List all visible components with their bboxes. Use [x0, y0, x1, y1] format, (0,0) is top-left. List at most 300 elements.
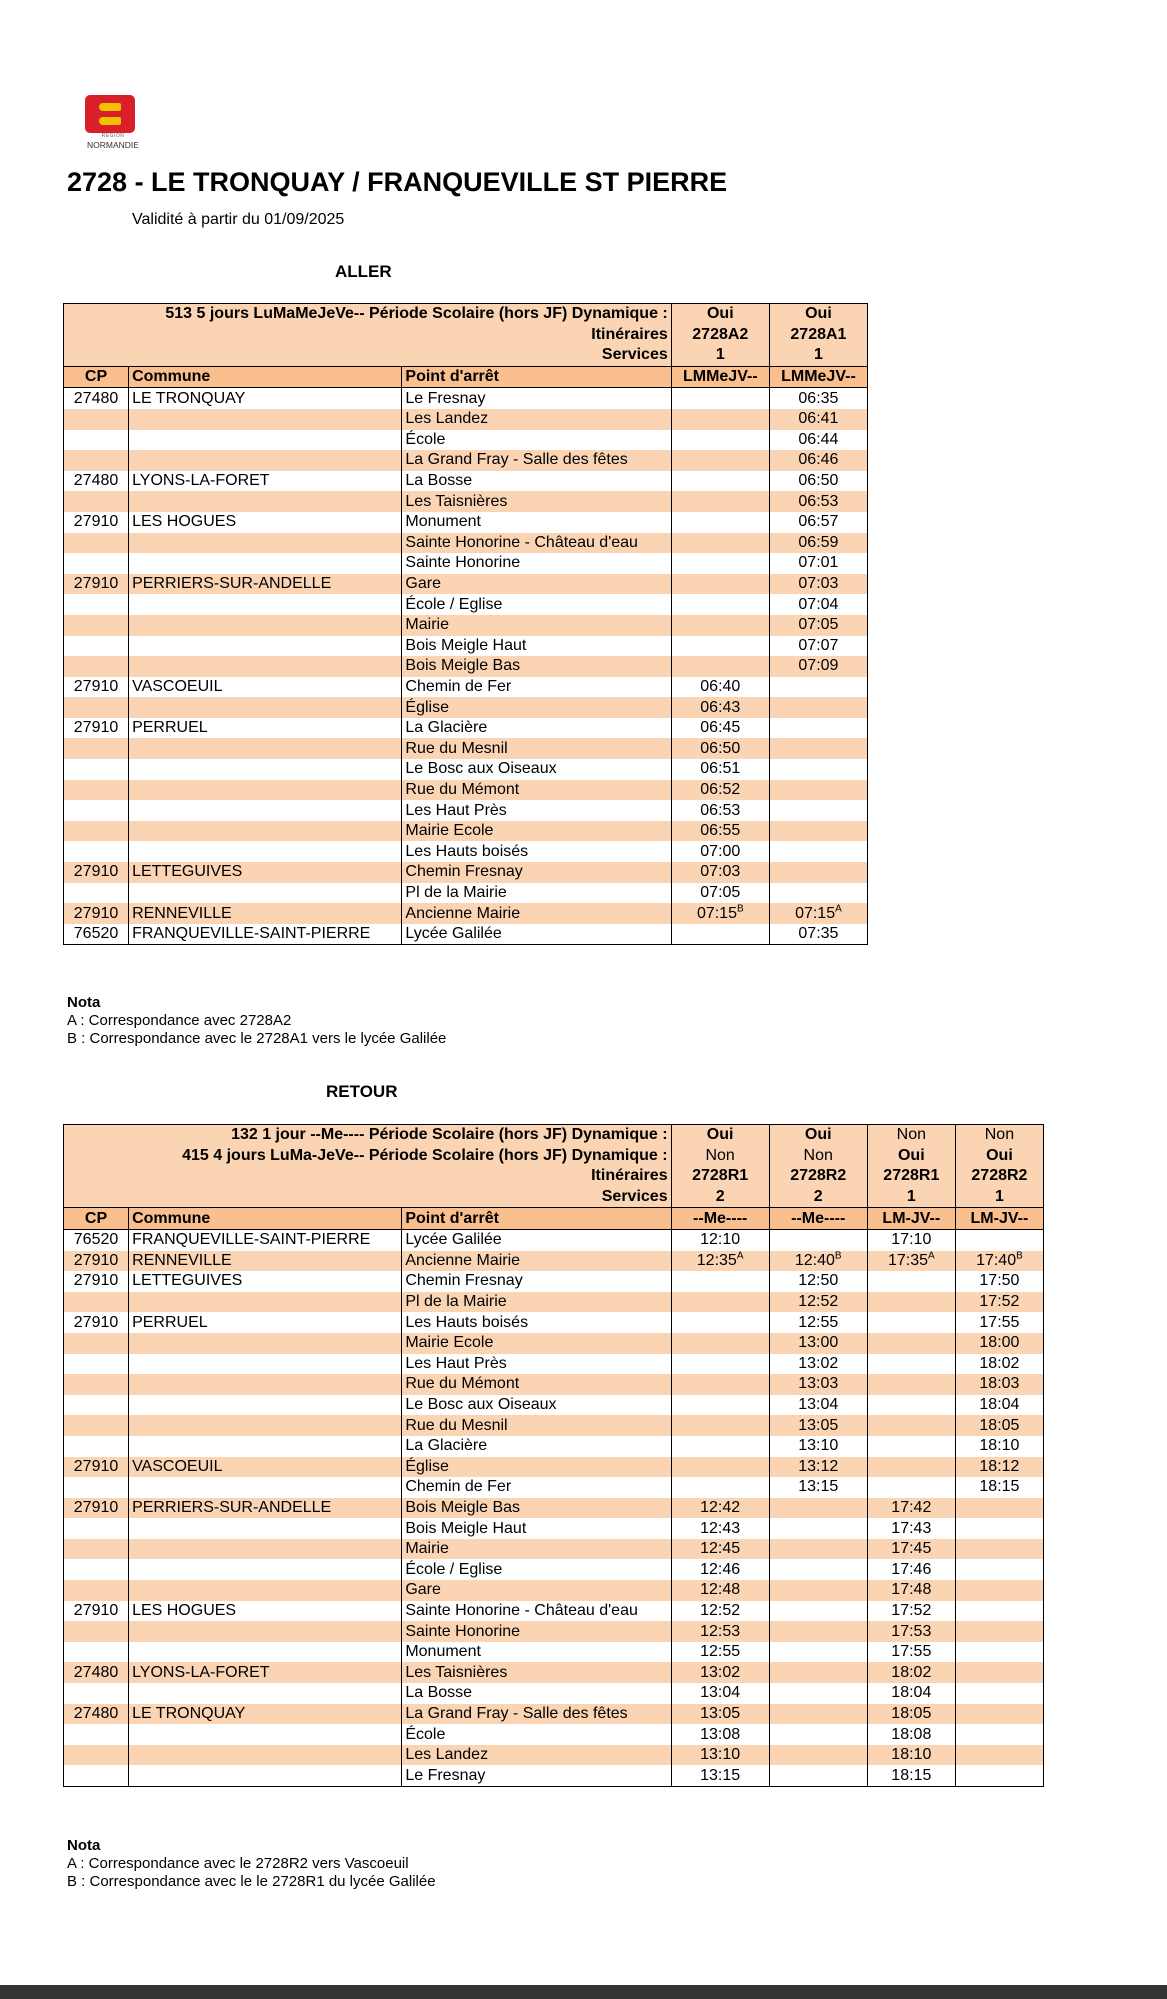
header-row	[64, 1146, 1044, 1167]
time-cell	[955, 1745, 1043, 1766]
stop-cell: Chemin Fresnay	[402, 862, 671, 883]
footnote-marker: B	[736, 903, 744, 915]
time-value: 12:55	[798, 1313, 839, 1331]
time-value: 17:46	[891, 1560, 932, 1578]
table-row	[64, 1415, 1044, 1436]
cp-cell	[64, 533, 129, 554]
time-cell	[769, 697, 867, 718]
time-cell	[867, 1271, 955, 1292]
time-cell	[955, 1601, 1043, 1622]
table-row	[64, 759, 868, 780]
time-value: 18:15	[891, 1766, 932, 1784]
time-cell	[769, 1498, 867, 1519]
time-cell	[671, 471, 769, 492]
cp-cell	[64, 1395, 129, 1416]
commune-cell	[129, 594, 402, 615]
time-cell	[769, 594, 867, 615]
time-cell	[955, 1683, 1043, 1704]
time-cell	[671, 677, 769, 698]
retour-heading: RETOUR	[326, 1082, 398, 1101]
table-row	[64, 1580, 1044, 1601]
stop-cell: Chemin de Fer	[402, 677, 671, 698]
cp-cell	[64, 1539, 129, 1560]
header-value: 1	[671, 345, 769, 366]
time-value: 12:45	[700, 1540, 741, 1558]
time-cell	[671, 1559, 769, 1580]
commune-cell	[129, 821, 402, 842]
time-value: 12:50	[798, 1272, 839, 1290]
time-cell	[671, 636, 769, 657]
table-row	[64, 1251, 1044, 1272]
time-value: 18:04	[979, 1396, 1020, 1414]
time-cell	[769, 1312, 867, 1333]
time-cell	[671, 388, 769, 409]
stop-cell: Bois Meigle Bas	[402, 1498, 671, 1519]
time-cell	[671, 1271, 769, 1292]
footnote-marker: B	[834, 1250, 842, 1262]
retour-nota-line: A : Correspondance avec le 2728R2 vers Vascoeuil	[67, 1855, 409, 1872]
commune-cell: LES HOGUES	[129, 512, 402, 533]
stop-cell: Sainte Honorine - Château d'eau	[402, 533, 671, 554]
time-value: 12:52	[700, 1601, 741, 1619]
retour-nota-line: B : Correspondance avec le le 2728R1 du lycée Galilée	[67, 1873, 436, 1890]
time-cell	[671, 1518, 769, 1539]
time-value: 13:05	[700, 1704, 741, 1722]
commune-cell: LE TRONQUAY	[129, 388, 402, 409]
time-value: 13:05	[798, 1416, 839, 1434]
time-value: 12:46	[700, 1560, 741, 1578]
column-header: LM-JV--	[867, 1208, 955, 1230]
time-cell	[867, 1662, 955, 1683]
column-header: LMMeJV--	[769, 366, 867, 388]
time-value: 12:52	[798, 1293, 839, 1311]
time-cell	[769, 491, 867, 512]
column-header: LMMeJV--	[671, 366, 769, 388]
table-row	[64, 512, 868, 533]
column-header: --Me----	[769, 1208, 867, 1230]
time-cell	[769, 656, 867, 677]
time-value: 12:48	[700, 1581, 741, 1599]
time-value: 06:50	[700, 739, 741, 757]
time-cell	[671, 450, 769, 471]
time-value: 07:05	[700, 883, 741, 901]
header-value: 1	[955, 1187, 1043, 1208]
table-row	[64, 594, 868, 615]
header-label: 132 1 jour --Me---- Période Scolaire (hors JF) Dynamique :	[64, 1125, 672, 1146]
time-cell	[955, 1312, 1043, 1333]
stop-cell: École	[402, 1724, 671, 1745]
table-row	[64, 1374, 1044, 1395]
cp-cell	[64, 615, 129, 636]
column-header: CP	[64, 1208, 129, 1230]
header-value: 2	[671, 1187, 769, 1208]
time-value: 12:53	[700, 1622, 741, 1640]
time-cell	[955, 1271, 1043, 1292]
commune-cell: PERRIERS-SUR-ANDELLE	[129, 574, 402, 595]
time-cell	[671, 1765, 769, 1786]
header-value: 2728A1	[769, 325, 867, 346]
time-value: 06:50	[798, 472, 839, 490]
table-row	[64, 1601, 1044, 1622]
header-label: 513 5 jours LuMaMeJeVe-- Période Scolaire (hors JF) Dynamique :	[64, 304, 672, 325]
time-cell	[769, 1292, 867, 1313]
time-value: 18:02	[979, 1354, 1020, 1372]
stop-cell: La Bosse	[402, 471, 671, 492]
time-value: 17:50	[979, 1272, 1020, 1290]
time-value: 18:10	[891, 1746, 932, 1764]
table-row	[64, 1457, 1044, 1478]
commune-cell	[129, 1477, 402, 1498]
stop-cell: Ancienne Mairie	[402, 903, 671, 924]
time-value: 12:10	[700, 1231, 741, 1249]
cp-cell	[64, 409, 129, 430]
time-value: 06:59	[798, 533, 839, 551]
commune-cell: LYONS-LA-FORET	[129, 471, 402, 492]
time-value: 07:09	[798, 657, 839, 675]
header-label: Services	[64, 345, 672, 366]
stop-cell: Pl de la Mairie	[402, 883, 671, 904]
commune-cell: LES HOGUES	[129, 1601, 402, 1622]
time-cell	[769, 1704, 867, 1725]
time-value: 13:15	[798, 1478, 839, 1496]
time-cell	[769, 1457, 867, 1478]
table-row	[64, 1745, 1044, 1766]
header-row	[64, 1125, 1044, 1146]
time-cell	[867, 1642, 955, 1663]
stop-cell: Bois Meigle Haut	[402, 636, 671, 657]
time-cell	[671, 1724, 769, 1745]
time-cell	[769, 512, 867, 533]
time-cell	[769, 615, 867, 636]
page-title: 2728 - LE TRONQUAY / FRANQUEVILLE ST PIERRE	[67, 167, 728, 197]
commune-cell	[129, 430, 402, 451]
time-value: 07:15	[795, 904, 836, 922]
time-cell	[671, 1251, 769, 1272]
time-cell	[671, 697, 769, 718]
footnote-marker: A	[835, 903, 842, 915]
commune-cell: LE TRONQUAY	[129, 1704, 402, 1725]
aller-nota	[67, 994, 446, 1048]
stop-cell: Les Haut Près	[402, 800, 671, 821]
time-cell	[769, 1724, 867, 1745]
time-cell	[769, 821, 867, 842]
time-value: 18:00	[979, 1334, 1020, 1352]
cp-cell	[64, 1765, 129, 1786]
time-value: 07:01	[798, 554, 839, 572]
column-header: Point d'arrêt	[402, 1208, 671, 1230]
commune-cell: FRANQUEVILLE-SAINT-PIERRE	[129, 924, 402, 945]
table-row	[64, 1477, 1044, 1498]
table-row	[64, 450, 868, 471]
time-value: 06:40	[700, 677, 741, 695]
cp-cell: 27910	[64, 1457, 129, 1478]
table-row	[64, 821, 868, 842]
time-cell	[955, 1704, 1043, 1725]
time-cell	[955, 1498, 1043, 1519]
time-cell	[671, 1662, 769, 1683]
commune-cell: RENNEVILLE	[129, 903, 402, 924]
cp-cell	[64, 1415, 129, 1436]
retour-nota	[67, 1837, 436, 1891]
time-value: 17:55	[979, 1313, 1020, 1331]
time-cell	[769, 1642, 867, 1663]
time-cell	[867, 1415, 955, 1436]
table-row	[64, 780, 868, 801]
cp-cell	[64, 821, 129, 842]
cp-cell	[64, 1333, 129, 1354]
time-value: 07:04	[798, 595, 839, 613]
column-header: Commune	[129, 366, 402, 388]
commune-cell	[129, 697, 402, 718]
time-value: 07:00	[700, 842, 741, 860]
time-cell	[867, 1436, 955, 1457]
column-header: Point d'arrêt	[402, 366, 671, 388]
time-value: 07:05	[798, 616, 839, 634]
stop-cell: Mairie Ecole	[402, 1333, 671, 1354]
commune-cell	[129, 409, 402, 430]
commune-cell	[129, 615, 402, 636]
cp-cell: 27910	[64, 1498, 129, 1519]
time-value: 06:44	[798, 430, 839, 448]
time-value: 13:08	[700, 1725, 741, 1743]
header-row	[64, 1187, 1044, 1208]
time-value: 13:02	[700, 1663, 741, 1681]
stop-cell: École / Eglise	[402, 1559, 671, 1580]
cp-cell	[64, 491, 129, 512]
stop-cell: Chemin de Fer	[402, 1477, 671, 1498]
time-cell	[671, 615, 769, 636]
table-row	[64, 636, 868, 657]
time-cell	[867, 1374, 955, 1395]
time-cell	[671, 1333, 769, 1354]
stop-cell: Rue du Mémont	[402, 780, 671, 801]
time-cell	[769, 1333, 867, 1354]
commune-cell: FRANQUEVILLE-SAINT-PIERRE	[129, 1229, 402, 1250]
time-cell	[867, 1745, 955, 1766]
time-cell	[867, 1229, 955, 1250]
time-cell	[769, 553, 867, 574]
time-value: 07:03	[798, 575, 839, 593]
header-value: Non	[955, 1125, 1043, 1146]
time-cell	[955, 1559, 1043, 1580]
time-cell	[769, 1436, 867, 1457]
time-cell	[955, 1415, 1043, 1436]
commune-cell	[129, 883, 402, 904]
table-row	[64, 1765, 1044, 1786]
header-value: Non	[769, 1146, 867, 1167]
time-cell	[867, 1292, 955, 1313]
cp-cell	[64, 1436, 129, 1457]
time-value: 18:02	[891, 1663, 932, 1681]
time-cell	[769, 471, 867, 492]
bottom-bar	[0, 1985, 1167, 1999]
time-cell	[769, 1415, 867, 1436]
logo-region-text: RÉGION	[101, 133, 125, 139]
time-cell	[955, 1457, 1043, 1478]
header-value: 2728A2	[671, 325, 769, 346]
commune-cell: LYONS-LA-FORET	[129, 1662, 402, 1683]
table-row	[64, 1518, 1044, 1539]
stop-cell: Le Bosc aux Oiseaux	[402, 1395, 671, 1416]
retour-nota-title: Nota	[67, 1837, 101, 1854]
time-value: 06:45	[700, 719, 741, 737]
time-cell	[671, 924, 769, 945]
table-row	[64, 924, 868, 945]
time-value: 12:35	[696, 1251, 737, 1269]
column-header-row	[64, 366, 868, 388]
cp-cell	[64, 738, 129, 759]
time-cell	[671, 1539, 769, 1560]
footnote-marker: A	[928, 1250, 935, 1262]
time-cell	[769, 388, 867, 409]
time-cell	[867, 1580, 955, 1601]
normandie-logo	[79, 95, 147, 153]
commune-cell: RENNEVILLE	[129, 1251, 402, 1272]
time-cell	[955, 1477, 1043, 1498]
time-value: 12:40	[794, 1251, 835, 1269]
commune-cell	[129, 450, 402, 471]
commune-cell	[129, 1559, 402, 1580]
header-value: 2728R2	[769, 1166, 867, 1187]
time-cell	[955, 1229, 1043, 1250]
stop-cell: La Bosse	[402, 1683, 671, 1704]
cp-cell	[64, 1477, 129, 1498]
stop-cell: Les Landez	[402, 1745, 671, 1766]
time-cell	[769, 533, 867, 554]
cp-cell	[64, 759, 129, 780]
cp-cell: 27910	[64, 677, 129, 698]
cp-cell	[64, 800, 129, 821]
stop-cell: Les Hauts boisés	[402, 841, 671, 862]
time-cell	[769, 1559, 867, 1580]
time-value: 17:55	[891, 1643, 932, 1661]
time-value: 18:05	[891, 1704, 932, 1722]
header-value: Oui	[671, 1125, 769, 1146]
cp-cell: 27910	[64, 1251, 129, 1272]
commune-cell	[129, 656, 402, 677]
time-value: 17:53	[891, 1622, 932, 1640]
commune-cell: VASCOEUIL	[129, 677, 402, 698]
time-cell	[769, 759, 867, 780]
commune-cell	[129, 759, 402, 780]
cp-cell	[64, 1374, 129, 1395]
table-row	[64, 862, 868, 883]
time-cell	[867, 1477, 955, 1498]
table-row	[64, 1229, 1044, 1250]
table-row	[64, 738, 868, 759]
time-cell	[867, 1724, 955, 1745]
stop-cell: Monument	[402, 512, 671, 533]
time-value: 06:53	[798, 492, 839, 510]
table-row	[64, 491, 868, 512]
time-cell	[671, 656, 769, 677]
time-cell	[867, 1704, 955, 1725]
cp-cell	[64, 656, 129, 677]
table-row	[64, 1271, 1044, 1292]
stop-cell: Église	[402, 1457, 671, 1478]
stop-cell: Les Taisnières	[402, 491, 671, 512]
time-value: 13:04	[798, 1396, 839, 1414]
commune-cell	[129, 1374, 402, 1395]
commune-cell: PERRIERS-SUR-ANDELLE	[129, 1498, 402, 1519]
aller-heading: ALLER	[335, 262, 392, 281]
time-cell	[671, 759, 769, 780]
commune-cell: LETTEGUIVES	[129, 862, 402, 883]
time-value: 06:57	[798, 513, 839, 531]
stop-cell: Le Bosc aux Oiseaux	[402, 759, 671, 780]
time-cell	[671, 1457, 769, 1478]
time-cell	[867, 1559, 955, 1580]
time-value: 18:08	[891, 1725, 932, 1743]
stop-cell: Monument	[402, 1642, 671, 1663]
time-cell	[671, 1312, 769, 1333]
commune-cell	[129, 1621, 402, 1642]
time-value: 17:42	[891, 1498, 932, 1516]
table-row	[64, 1642, 1044, 1663]
time-value: 07:07	[798, 636, 839, 654]
cp-cell	[64, 1642, 129, 1663]
time-value: 12:55	[700, 1643, 741, 1661]
time-cell	[671, 1477, 769, 1498]
header-row	[64, 1166, 1044, 1187]
cp-cell	[64, 636, 129, 657]
time-value: 13:03	[798, 1375, 839, 1393]
time-cell	[769, 1601, 867, 1622]
time-value: 07:15	[696, 904, 737, 922]
time-value: 17:40	[976, 1251, 1017, 1269]
time-cell	[671, 1415, 769, 1436]
table-row	[64, 1436, 1044, 1457]
time-cell	[867, 1498, 955, 1519]
stop-cell: Mairie	[402, 1539, 671, 1560]
time-value: 07:35	[798, 925, 839, 943]
cp-cell	[64, 1354, 129, 1375]
time-cell	[867, 1621, 955, 1642]
time-cell	[955, 1354, 1043, 1375]
table-row	[64, 615, 868, 636]
commune-cell	[129, 636, 402, 657]
stop-cell: Les Taisnières	[402, 1662, 671, 1683]
time-cell	[769, 1477, 867, 1498]
commune-cell	[129, 1580, 402, 1601]
time-value: 06:41	[798, 410, 839, 428]
commune-cell	[129, 1292, 402, 1313]
header-value: Oui	[955, 1146, 1043, 1167]
header-value: 1	[867, 1187, 955, 1208]
time-cell	[769, 718, 867, 739]
time-cell	[769, 738, 867, 759]
cp-cell	[64, 697, 129, 718]
time-cell	[769, 1580, 867, 1601]
table-row	[64, 1559, 1044, 1580]
stop-cell: Sainte Honorine - Château d'eau	[402, 1601, 671, 1622]
cp-cell: 27910	[64, 1271, 129, 1292]
time-cell	[671, 821, 769, 842]
time-value: 12:43	[700, 1519, 741, 1537]
table-row	[64, 718, 868, 739]
time-cell	[955, 1621, 1043, 1642]
stop-cell: Pl de la Mairie	[402, 1292, 671, 1313]
table-row	[64, 1724, 1044, 1745]
time-cell	[769, 1662, 867, 1683]
time-cell	[955, 1642, 1043, 1663]
header-row	[64, 304, 868, 325]
time-value: 17:52	[979, 1293, 1020, 1311]
cp-cell: 27480	[64, 1704, 129, 1725]
commune-cell: LETTEGUIVES	[129, 1271, 402, 1292]
time-value: 13:10	[798, 1437, 839, 1455]
footnote-marker: B	[1016, 1250, 1023, 1262]
